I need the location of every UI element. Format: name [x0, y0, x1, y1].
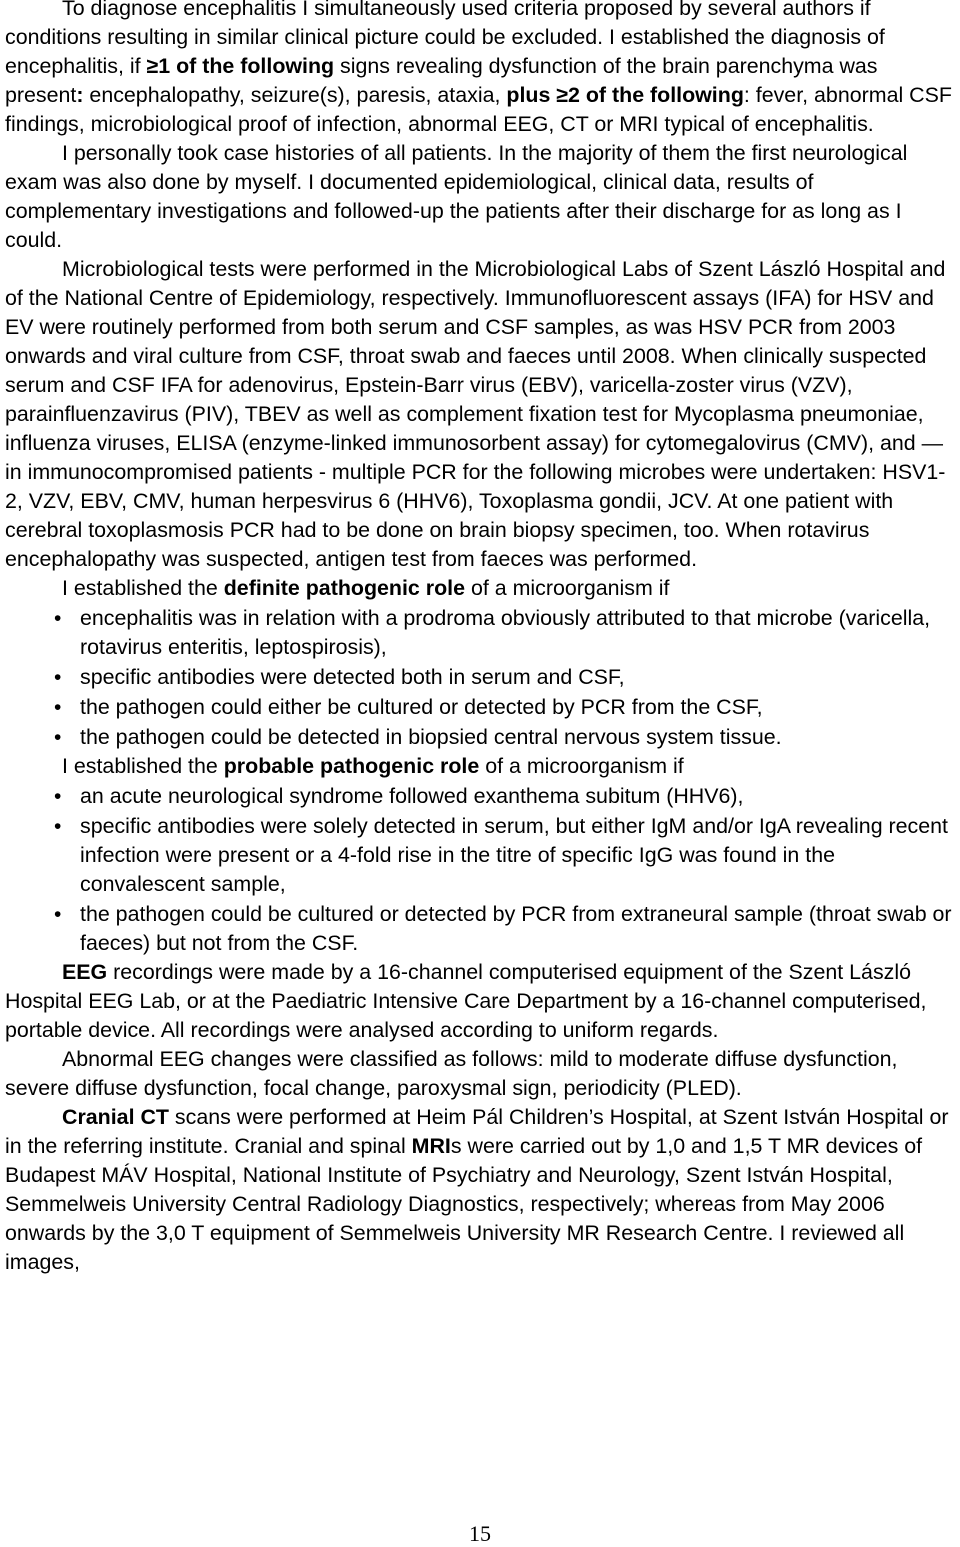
- probable-role-list: [5, 782, 955, 958]
- bold-run: MRI: [411, 1134, 451, 1158]
- bullet-icon: •: [54, 696, 62, 719]
- bold-run: plus ≥2 of the following: [506, 83, 744, 107]
- paragraph-imaging: [5, 1103, 955, 1277]
- bold-run: definite pathogenic role: [223, 576, 465, 600]
- list-item: [5, 900, 955, 958]
- list-item-text: the pathogen could be detected in biopsied central nervous system tissue.: [80, 725, 782, 749]
- text-run: recordings were made by a 16-channel computerised equipment of the Szent László Hospital EEG Lab, or at the Paediatric Intensive Care Department by a 16-channel computerised, portable device. All recordings were analysed according to uniform regards.: [5, 960, 927, 1042]
- list-item: [5, 812, 955, 899]
- page-number: 15: [469, 1521, 491, 1546]
- list-item: [5, 723, 955, 752]
- list-item: [5, 782, 955, 811]
- document-page: [5, 0, 955, 1277]
- list-item-text: an acute neurological syndrome followed exanthema subitum (HHV6),: [80, 784, 744, 808]
- text-run: To diagnose encephalitis I simultaneously used criteria proposed by several authors if conditions resulting in similar clinical picture could be excluded. I established the diagnosis of encephalitis, if: [5, 0, 885, 78]
- paragraph-eeg-classification: Abnormal EEG changes were classified as follows: mild to moderate diffuse dysfunction, severe diffuse dysfunction, focal change, paroxysmal sign, periodicity (PLED).: [5, 1047, 898, 1100]
- list-item: [5, 663, 955, 692]
- bullet-icon: •: [54, 903, 62, 926]
- definite-role-list: [5, 604, 955, 752]
- paragraph-diagnosis-criteria: [5, 0, 955, 139]
- bullet-icon: •: [54, 726, 62, 749]
- text-run: s were carried out by 1,0 and 1,5 T MR devices of Budapest MÁV Hospital, National Institute of Psychiatry and Neurology, Szent István Hospital, Semmelweis University Central Radiology Diagnostics, respectively; whereas from May 2006 onwards by the 3,0 T equipment of Semmelweis University MR Research Centre. I reviewed all images,: [5, 1134, 923, 1274]
- bold-run: ≥1 of the following: [146, 54, 335, 78]
- text-run: of a microorganism if: [465, 576, 670, 600]
- list-item-text: the pathogen could be cultured or detected by PCR from extraneural sample (throat swab or faeces) but not from the CSF.: [80, 902, 952, 955]
- text-run: encephalopathy, seizure(s), paresis, ataxia,: [83, 83, 507, 107]
- bold-run: :: [76, 83, 84, 107]
- paragraph-case-histories: I personally took case histories of all patients. In the majority of them the first neurological exam was also done by myself. I documented epidemiological, clinical data, results of complementary investigations and followed-up the patients after their discharge for as long as I could.: [5, 141, 908, 252]
- bullet-icon: •: [54, 666, 62, 689]
- paragraph-probable-role-intro: [5, 752, 955, 781]
- bullet-icon: •: [54, 785, 62, 808]
- text-run: I established the: [62, 754, 224, 778]
- list-item-text: encephalitis was in relation with a prodroma obviously attributed to that microbe (varicella, rotavirus enteritis, leptospirosis),: [80, 606, 931, 659]
- bold-run: Cranial CT: [62, 1105, 169, 1129]
- paragraph-eeg-recordings: [5, 958, 955, 1045]
- text-run: I established the: [62, 576, 224, 600]
- text-run: : fever, abnormal CSF findings, microbiological proof of infection, abnormal EEG, CT or MRI typical of encephalitis.: [5, 83, 952, 136]
- bullet-icon: •: [54, 607, 62, 630]
- list-item-text: specific antibodies were solely detected in serum, but either IgM and/or IgA revealing recent infection were present or a 4-fold rise in the titre of specific IgG was found in the convalescent sample,: [80, 814, 948, 896]
- bold-run: probable pathogenic role: [223, 754, 480, 778]
- text-run: signs revealing dysfunction of the brain parenchyma was present: [5, 54, 878, 107]
- list-item: [5, 693, 955, 722]
- list-item-text: specific antibodies were detected both in serum and CSF,: [80, 665, 625, 689]
- bullet-icon: •: [54, 815, 62, 838]
- text-run: of a microorganism if: [479, 754, 684, 778]
- paragraph-microbiological-tests: Microbiological tests were performed in the Microbiological Labs of Szent László Hospital and of the National Centre of Epidemiology, respectively. Immunofluorescent assays (IFA) for HSV and EV were routinely performed from both serum and CSF samples, as was HSV PCR from 2003 onwards and viral culture from CSF, throat swab and faeces until 2008. When clinically suspected serum and CSF IFA for adenovirus, Epstein-Barr virus (EBV), varicella-zoster virus (VZV), parainfluenzavirus (PIV), TBEV as well as complement fixation test for Mycoplasma pneumoniae, influenza viruses, ELISA (enzyme-linked immunosorbent assay) for cytomegalovirus (CMV), and — in immunocompromised patients - multiple PCR for the following microbes were undertaken: HSV1-2, VZV, EBV, CMV, human herpesvirus 6 (HHV6), Toxoplasma gondii, JCV. At one patient with cerebral toxoplasmosis PCR had to be done on brain biopsy specimen, too. When rotavirus encephalopathy was suspected, antigen test from faeces was performed.: [5, 257, 946, 571]
- list-item: [5, 604, 955, 662]
- text-run: scans were performed at Heim Pál Children’s Hospital, at Szent István Hospital or in the referring institute. Cranial and spinal: [5, 1105, 949, 1158]
- paragraph-definite-role-intro: [5, 574, 955, 603]
- bold-run: EEG: [62, 960, 108, 984]
- list-item-text: the pathogen could either be cultured or detected by PCR from the CSF,: [80, 695, 763, 719]
